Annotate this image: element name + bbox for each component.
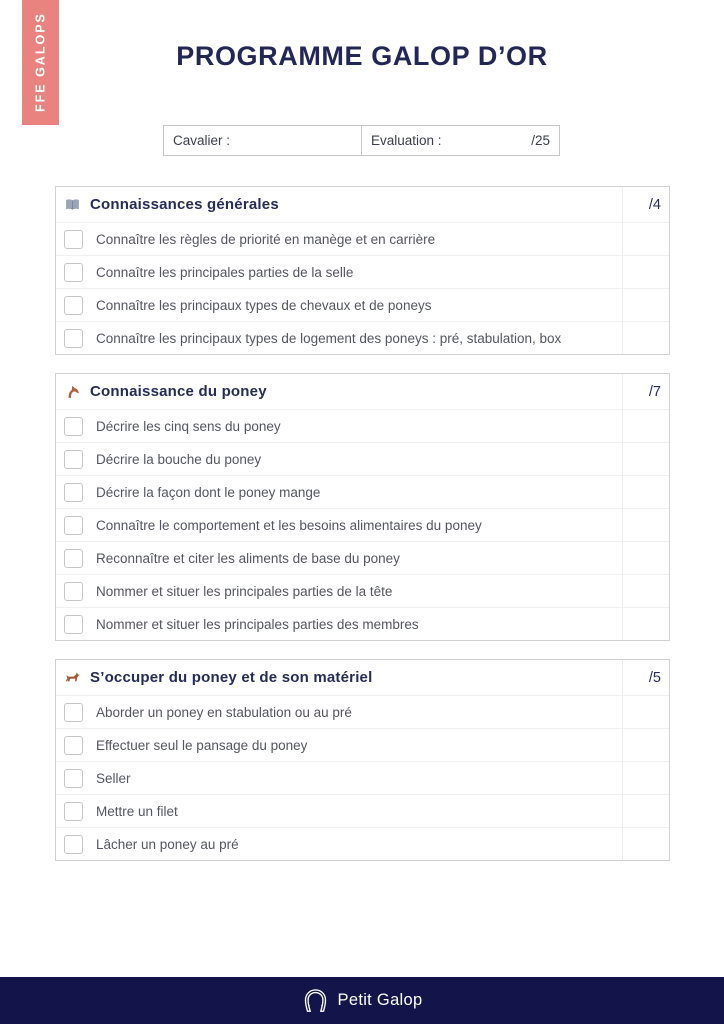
checklist-row [56, 695, 669, 728]
section [55, 186, 670, 355]
checklist-item-label: Décrire les cinq sens du poney [96, 418, 281, 434]
section-title: Connaissances générales [90, 196, 279, 213]
checklist-item-label: Décrire la façon dont le poney mange [96, 484, 321, 500]
checkbox[interactable] [64, 736, 83, 755]
checklist-row [56, 475, 669, 508]
section-rows [56, 409, 669, 640]
evaluation-cell [361, 126, 559, 155]
checkbox[interactable] [64, 417, 83, 436]
checkbox[interactable] [64, 329, 83, 348]
checkbox[interactable] [64, 296, 83, 315]
checkbox[interactable] [64, 516, 83, 535]
checklist-row [56, 574, 669, 607]
row-score-cell [622, 729, 669, 761]
book-icon [64, 196, 81, 213]
checklist-row [56, 794, 669, 827]
evaluation-label: Evaluation : [371, 133, 442, 148]
checklist-row [56, 255, 669, 288]
checkbox[interactable] [64, 263, 83, 282]
section-title: S’occuper du poney et de son matériel [90, 669, 373, 686]
checklist-item-label: Effectuer seul le pansage du poney [96, 737, 308, 753]
checklist-row [56, 222, 669, 255]
checklist-item-label: Aborder un poney en stabulation ou au pré [96, 704, 352, 720]
checklist-item-label: Mettre un filet [96, 803, 178, 819]
checklist-row [56, 541, 669, 574]
checklist-row [56, 288, 669, 321]
cavalier-cell [164, 126, 361, 155]
checkbox[interactable] [64, 769, 83, 788]
row-score-cell [622, 795, 669, 827]
section-header [56, 660, 669, 695]
section-score: /7 [648, 383, 661, 400]
checkbox[interactable] [64, 615, 83, 634]
checklist-item-label: Nommer et situer les principales parties des membres [96, 616, 419, 632]
row-score-cell [622, 410, 669, 442]
checkbox[interactable] [64, 835, 83, 854]
horse-head-icon [64, 383, 81, 400]
section-score: /5 [648, 669, 661, 686]
evaluation-total: /25 [531, 133, 550, 148]
checklist-row [56, 607, 669, 640]
row-score-cell [622, 608, 669, 640]
section-score-cell [622, 187, 669, 222]
checkbox[interactable] [64, 230, 83, 249]
row-score-cell [622, 223, 669, 255]
checklist-item-label: Décrire la bouche du poney [96, 451, 262, 467]
row-score-cell [622, 542, 669, 574]
row-score-cell [622, 828, 669, 860]
footer [0, 977, 724, 1024]
checkbox[interactable] [64, 549, 83, 568]
section-score: /4 [648, 196, 661, 213]
row-score-cell [622, 476, 669, 508]
checklist-item-label: Reconnaître et citer les aliments de base du poney [96, 550, 400, 566]
checklist-item-label: Connaître les règles de priorité en manège et en carrière [96, 231, 436, 247]
checklist-item-label: Connaître les principaux types de logement des poneys : pré, stabulation, box [96, 330, 562, 346]
checklist-item-label: Nommer et situer les principales parties de la tête [96, 583, 393, 599]
row-score-cell [622, 509, 669, 541]
checkbox[interactable] [64, 703, 83, 722]
brand-name: Petit Galop [337, 991, 423, 1009]
ffe-galops-tab: FFE GALOPS [22, 0, 59, 125]
checkbox[interactable] [64, 582, 83, 601]
checkbox[interactable] [64, 450, 83, 469]
section-header [56, 187, 669, 222]
checklist-item-label: Seller [96, 770, 131, 786]
checklist-item-label: Connaître les principales parties de la selle [96, 264, 354, 280]
info-table [163, 125, 560, 156]
section-score-cell [622, 660, 669, 695]
row-score-cell [622, 575, 669, 607]
checklist-item-label: Connaître les principaux types de chevaux et de poneys [96, 297, 432, 313]
cavalier-label: Cavalier : [173, 133, 231, 148]
section-rows [56, 222, 669, 354]
row-score-cell [622, 256, 669, 288]
section-score-cell [622, 374, 669, 409]
checklist-row [56, 321, 669, 354]
checklist-item-label: Lâcher un poney au pré [96, 836, 239, 852]
row-score-cell [622, 289, 669, 321]
row-score-cell [622, 443, 669, 475]
running-horse-icon [64, 669, 81, 686]
checklist-row [56, 728, 669, 761]
row-score-cell [622, 696, 669, 728]
checkbox[interactable] [64, 483, 83, 502]
checklist-row [56, 761, 669, 794]
section-header [56, 374, 669, 409]
checkbox[interactable] [64, 802, 83, 821]
section-title: Connaissance du poney [90, 383, 267, 400]
checklist-item-label: Connaître le comportement et les besoins alimentaires du poney [96, 517, 482, 533]
row-score-cell [622, 762, 669, 794]
section [55, 659, 670, 861]
checklist-row [56, 409, 669, 442]
sections-container [55, 186, 670, 879]
row-score-cell [622, 322, 669, 354]
checklist-row [56, 508, 669, 541]
horseshoe-icon [302, 987, 329, 1014]
checklist-row [56, 442, 669, 475]
section-rows [56, 695, 669, 860]
section [55, 373, 670, 641]
checklist-row [56, 827, 669, 860]
page-title: PROGRAMME GALOP D’OR [176, 41, 548, 71]
